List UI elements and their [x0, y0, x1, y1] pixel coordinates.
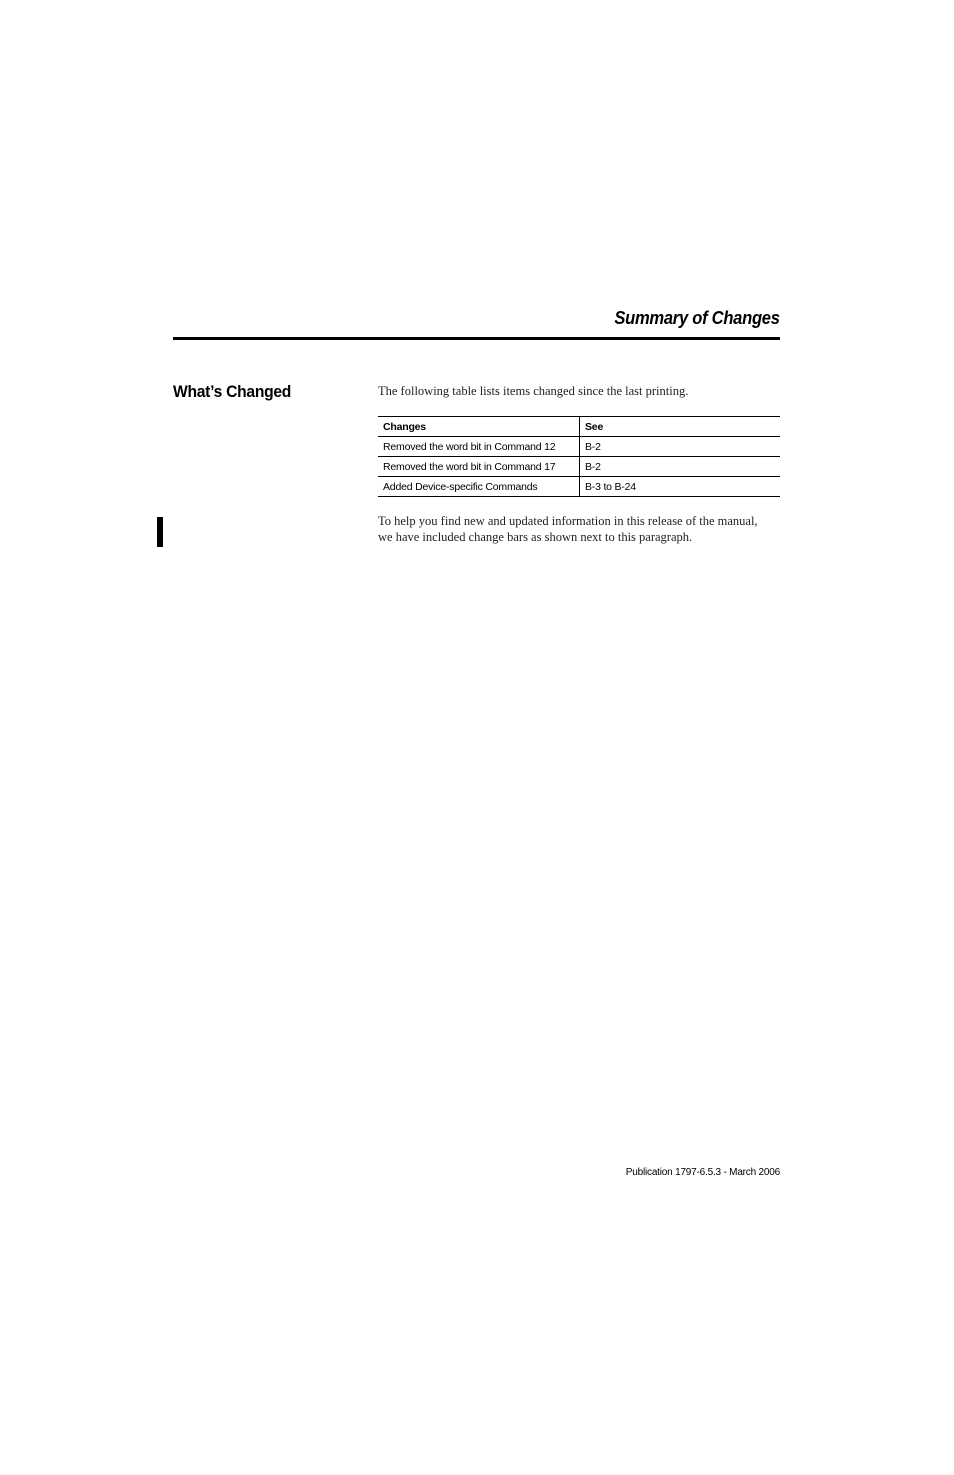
- changes-table: [378, 416, 780, 497]
- table-row: [378, 457, 780, 477]
- column-header-changes: Changes: [378, 417, 580, 437]
- paragraph-line-1: To help you find new and updated information in this release of the manual,: [378, 514, 758, 528]
- change-bar: [157, 517, 163, 547]
- table-row: [378, 437, 780, 457]
- change-cell: Added Device-specific Commands: [378, 477, 580, 497]
- column-header-see: See: [580, 417, 781, 437]
- footer-publication: Publication 1797-6.5.3 - March 2006: [625, 1167, 780, 1178]
- header-rule: [173, 337, 780, 340]
- see-cell: B-3 to B-24: [580, 477, 781, 497]
- table-row: [378, 477, 780, 497]
- change-bar-paragraph: [378, 513, 788, 545]
- section-heading: What’s Changed: [173, 382, 292, 401]
- paragraph-line-2: we have included change bars as shown next to this paragraph.: [378, 530, 693, 544]
- change-cell: Removed the word bit in Command 17: [378, 457, 580, 477]
- see-cell: B-2: [580, 437, 781, 457]
- see-cell: B-2: [580, 457, 781, 477]
- change-cell: Removed the word bit in Command 12: [378, 437, 580, 457]
- page-title: Summary of Changes: [614, 308, 780, 328]
- table-header-row: [378, 417, 780, 437]
- intro-text: The following table lists items changed since the last printing.: [378, 384, 689, 398]
